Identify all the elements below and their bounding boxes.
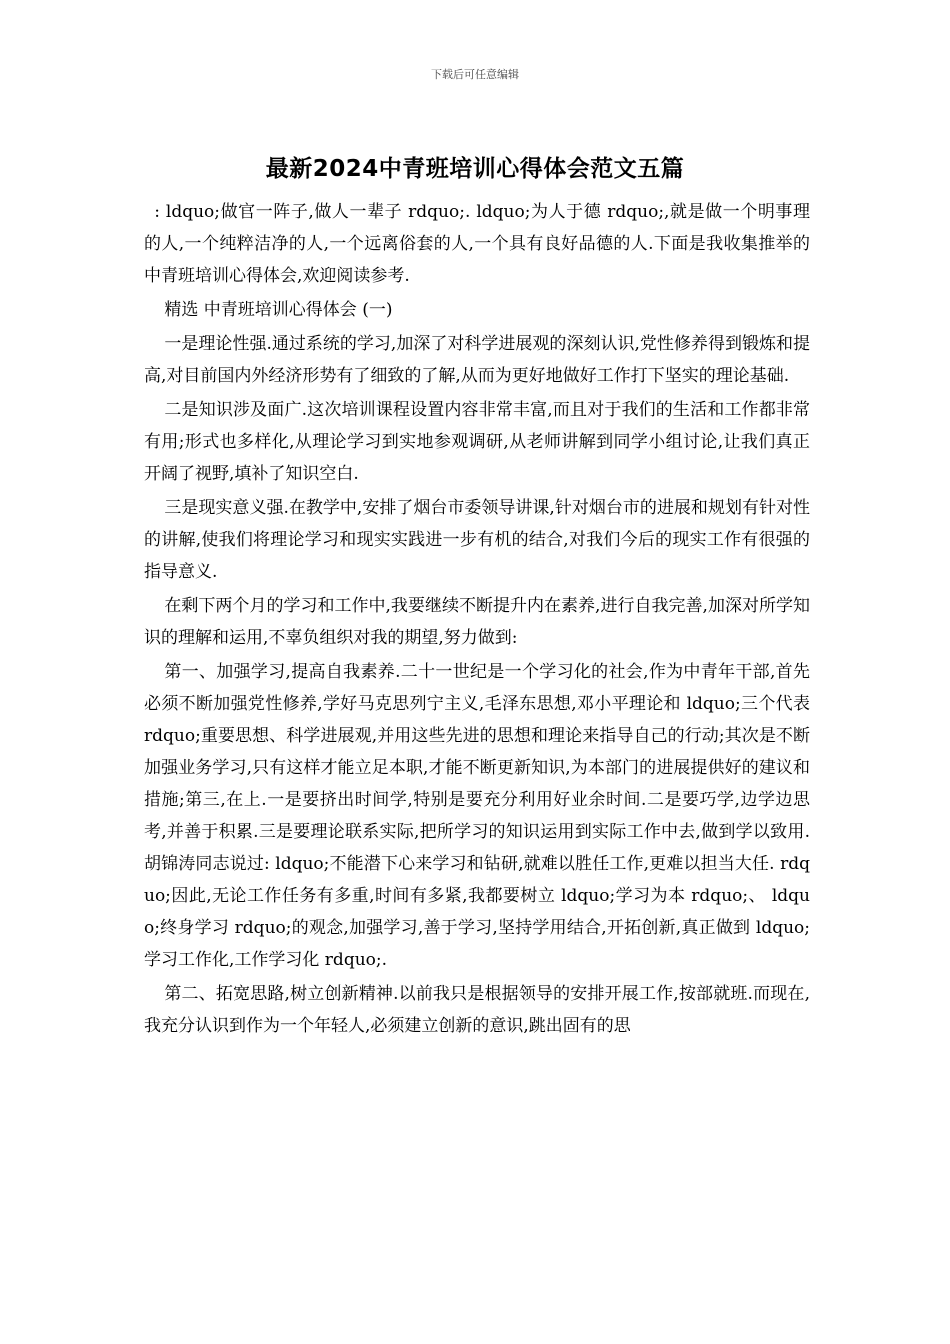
document-title: 最新2024中青班培训心得体会范文五篇 — [265, 156, 685, 182]
paragraph-point-2: 二是知识涉及面广.这次培训课程设置内容非常丰富,而且对于我们的生活和工作都非常有用;形式也多样化,从理论学习到实地参观调研,从老师讲解到同学小组讨论,让我们真正开阔了视野,填补了知识空白. — [144, 400, 810, 484]
paragraph-plan: 在剩下两个月的学习和工作中,我要继续不断提升内在素养,进行自我完善,加深对所学知识的理解和运用,不辜负组织对我的期望,努力做到: — [144, 596, 810, 648]
paragraph-point-1: 一是理论性强.通过系统的学习,加深了对科学进展观的深刻认识,党性修养得到锻炼和提高,对目前国内外经济形势有了细致的了解,从而为更好地做好工作打下坚实的理论基础. — [144, 334, 810, 386]
document-body — [144, 196, 810, 1044]
paragraph-section-heading: 精选 中青班培训心得体会 (一) — [164, 300, 393, 320]
page-header: 下载后可任意编辑 — [431, 68, 519, 81]
paragraph-point-3: 三是现实意义强.在教学中,安排了烟台市委领导讲课,针对烟台市的进展和规划有针对性的讲解,使我们将理论学习和现实实践进一步有机的结合,对我们今后的现实工作有很强的指导意义. — [144, 498, 810, 582]
paragraph-second-goal: 第二、拓宽思路,树立创新精神.以前我只是根据领导的安排开展工作,按部就班.而现在,我充分认识到作为一个年轻人,必须建立创新的意识,跳出固有的思 — [144, 984, 810, 1036]
paragraph-first-goal: 第一、加强学习,提高自我素养.二十一世纪是一个学习化的社会,作为中青年干部,首先必须不断加强党性修养,学好马克思列宁主义,毛泽东思想,邓小平理论和 ldquo;三个代表 rdquo;重要思想、科学进展观,并用这些先进的思想和理论来指导自己的行动;其次是不断加强业务学习,只有这样才能立足本职,才能不断更新知识,为本部门的进展提供好的建议和措施;第三,在上.一是要挤出时间学,特别是要充分利用好业余时间.二是要巧学,边学边思考,并善于积累.三是要理论联系实际,把所学习的知识运用到实际工作中去,做到学以致用.胡锦涛同志说过: ldquo;不能潜下心来学习和钻研,就难以胜任工作,更难以担当大任. rdquo;因此,无论工作任务有多重,时间有多紧,我都要树立 ldquo;学习为本 rdquo;、 ldquo;终身学习 rdquo;的观念,加强学习,善于学习,坚持学用结合,开拓创新,真正做到 ldquo;学习工作化,工作学习化 rdquo;. — [144, 662, 810, 970]
paragraph-intro: : ldquo;做官一阵子,做人一辈子 rdquo;. ldquo;为人于德 rdquo;,就是做一个明事理的人,一个纯粹洁净的人,一个远离俗套的人,一个具有良好品德的人.下面是我收集推举的中青班培训心得体会,欢迎阅读参考. — [144, 202, 810, 286]
